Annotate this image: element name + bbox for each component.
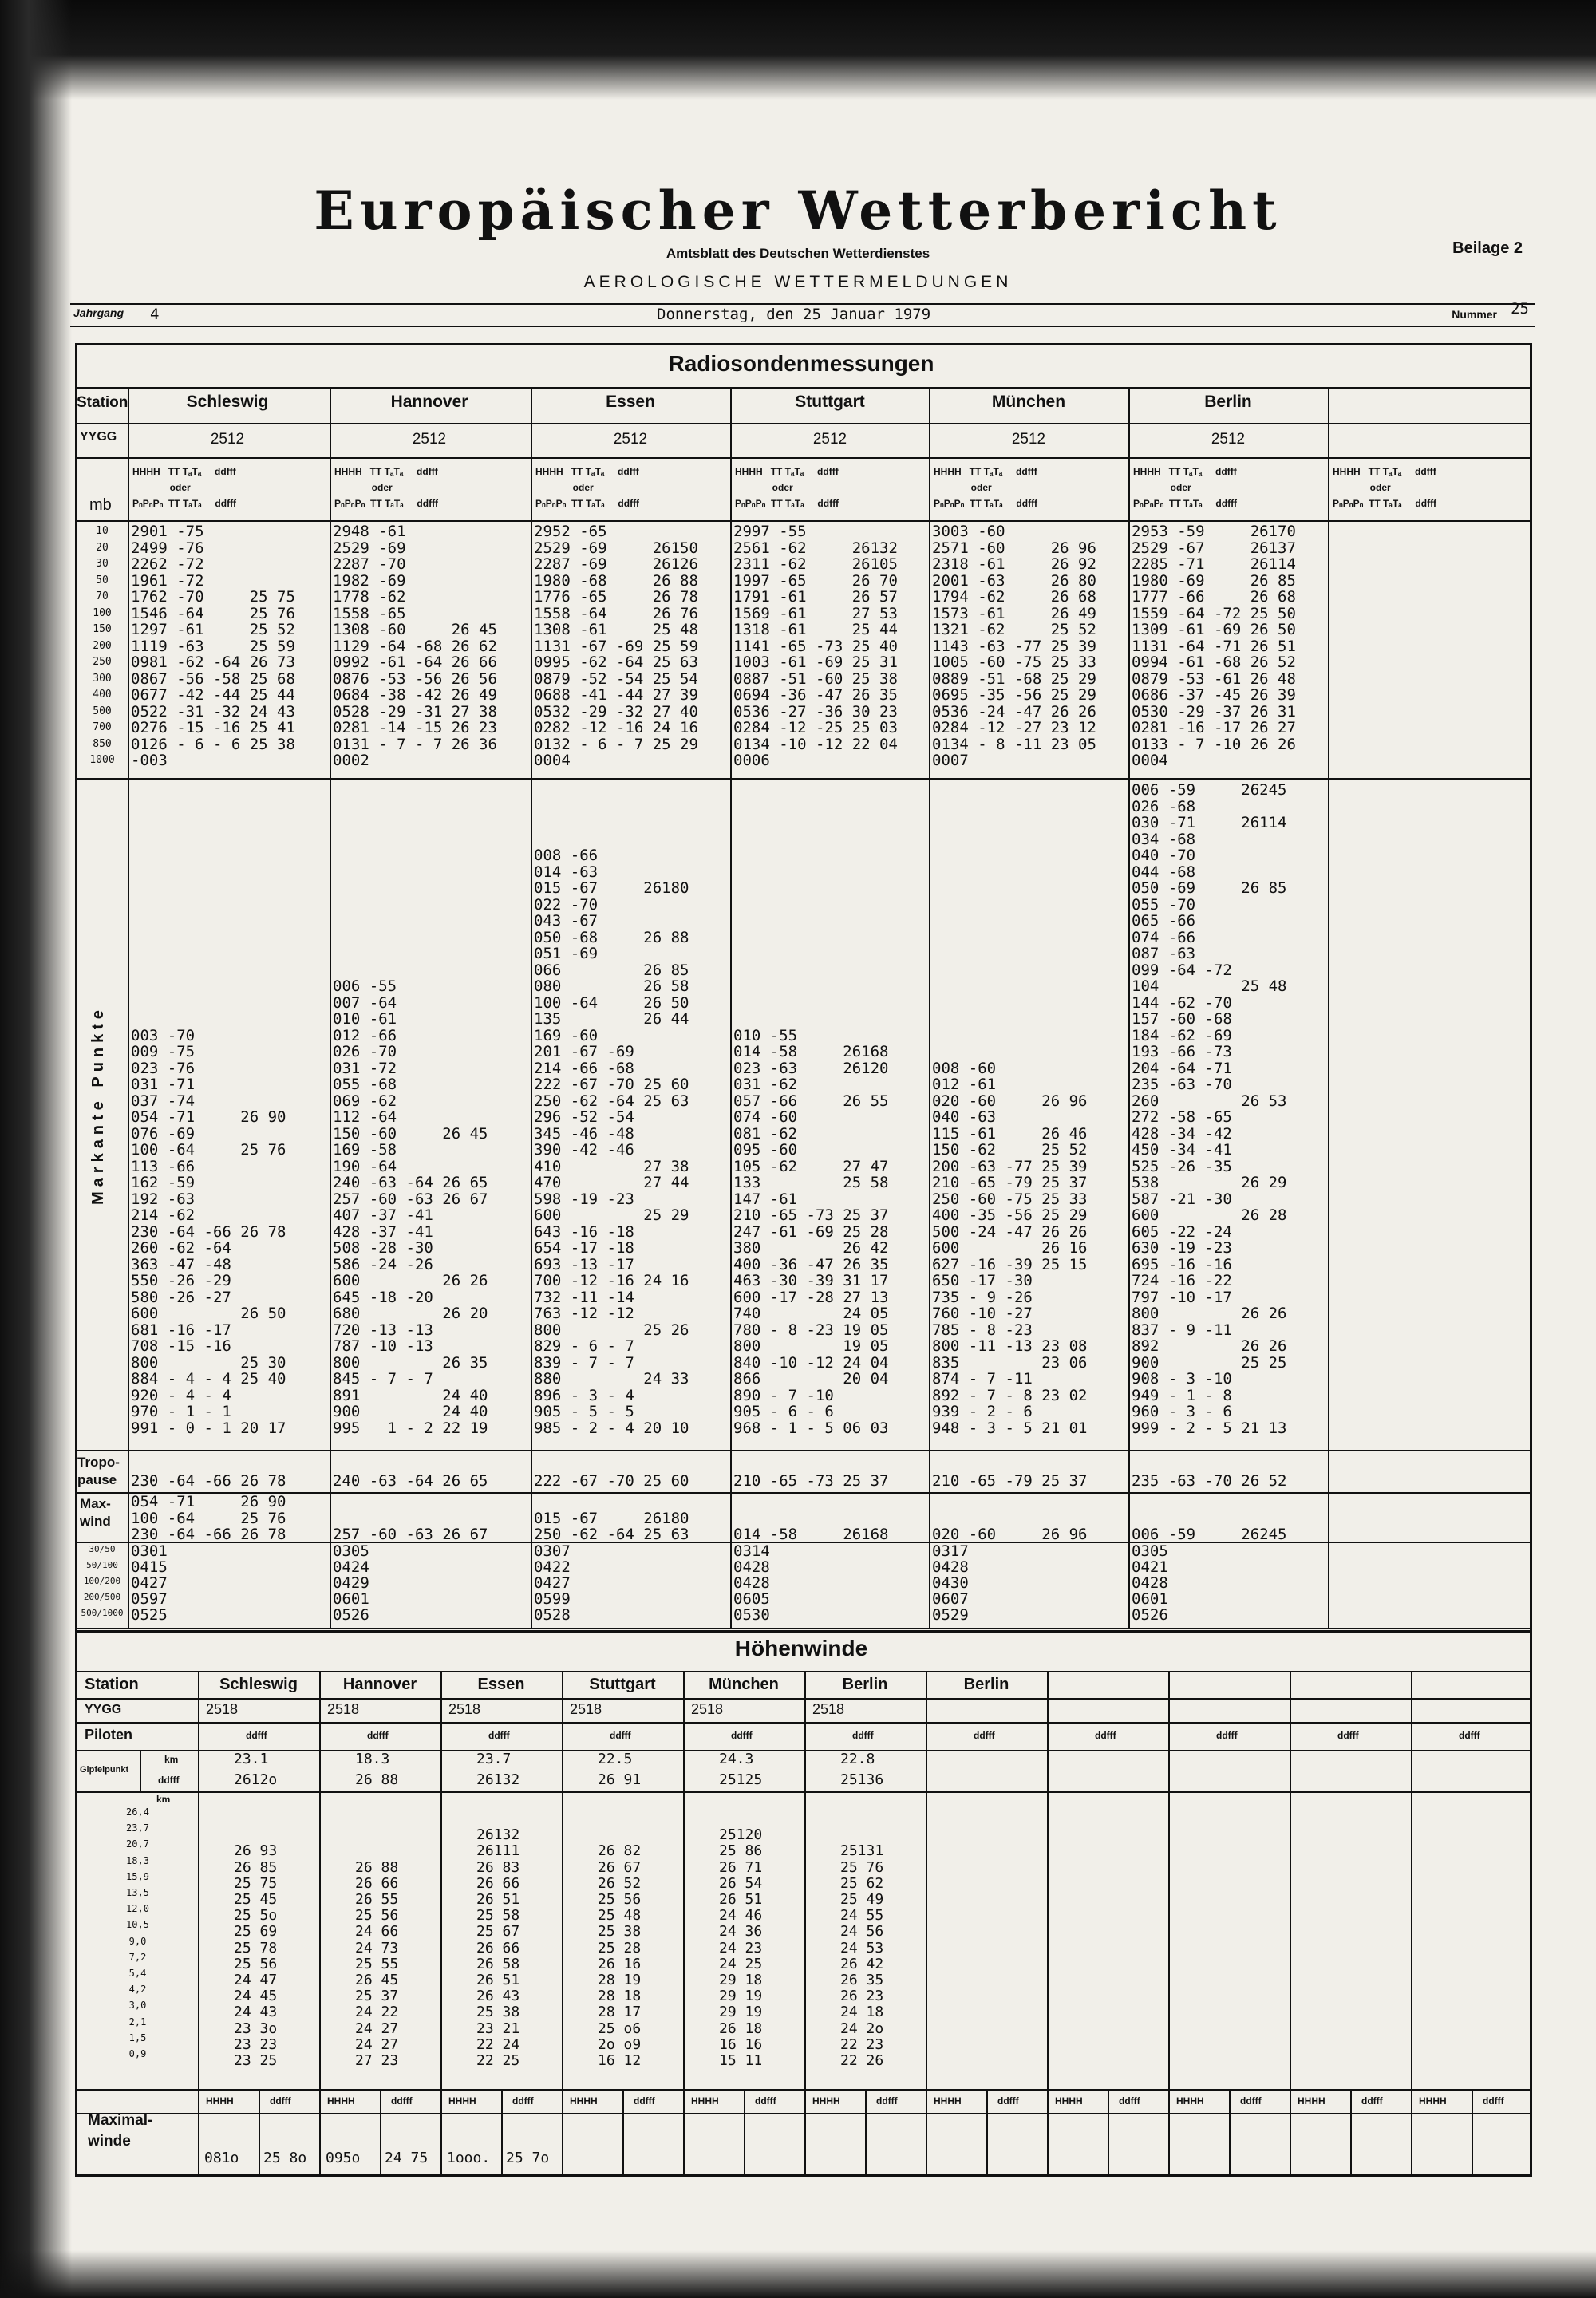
col-divider	[380, 2089, 381, 2174]
shear-values: 0314 0428 0428 0605 0530	[733, 1542, 770, 1624]
column-head: HHHH TT TₐTₐ ddfff	[334, 466, 438, 477]
level-label: 70	[96, 590, 109, 602]
standard-levels: 2948 -61 2529 -69 2287 -70 1982 -69 1778 -62 1558 -65 1308 -60 26 45 1129 -64 -68 26 62 0992 -61 -64 26 66 0876 -53 -56 26 56 0684 -38 -42 26 49 0528 -29 -31 27 38 0281 -14 -15 26 23 0131 - 7 - 7 26 36 0002	[333, 523, 497, 769]
hw-ddfff-head: ddfff	[367, 1730, 389, 1741]
level-label: 50	[96, 574, 109, 586]
height-level: 2,1	[128, 2016, 147, 2028]
shear-values: 0301 0415 0427 0597 0525	[131, 1542, 168, 1624]
gipfel-km: 23.7	[476, 1751, 512, 1767]
column-head: PₙPₙPₙ TT TₐTₐ ddfff	[934, 498, 1038, 509]
column-head: oder	[735, 482, 793, 493]
gipfel-ddfff: 26 88	[355, 1771, 399, 1788]
station-name: Essen	[606, 393, 655, 411]
col-divider	[501, 2089, 503, 2174]
station-name: Hannover	[390, 393, 468, 411]
col-divider	[804, 1671, 806, 2174]
max-hhhh-head: HHHH	[691, 2095, 719, 2106]
standard-levels: 2952 -65 2529 -69 26150 2287 -69 26126 1980 -68 26 88 1776 -65 26 78 1558 -64 26 76 1308 -61 25 48 1131 -67 -69 25 59 0995 -62 -64 25 63 0879 -52 -54 25 54 0688 -41 -44 27 39 0532 -29 -32 27 40 0282 -12 -16 24 16 0132 - 6 - 7 25 29 0004	[534, 523, 698, 769]
level-label: 700	[93, 721, 112, 733]
max-hhhh: 095o	[326, 2150, 361, 2166]
nummer-label: Nummer	[1452, 308, 1497, 321]
height-level: 12,0	[126, 1903, 149, 1915]
supplement-label: Beilage 2	[1452, 239, 1523, 257]
height-level: 18,3	[126, 1854, 149, 1866]
station-name: Schleswig	[186, 393, 269, 411]
hoehenwinde-table	[75, 1628, 1532, 2177]
station-name: Stuttgart	[795, 393, 865, 411]
max-hhhh-head: HHHH	[327, 2095, 355, 2106]
col-divider	[1128, 387, 1130, 1628]
gipfel-km: 22.5	[598, 1751, 633, 1767]
page-subtitle: Amtsblatt des Deutschen Wetterdienstes	[666, 246, 930, 261]
max-ddfff-head: ddfff	[876, 2095, 898, 2106]
column-head: PₙPₙPₙ TT TₐTₐ ddfff	[1133, 498, 1238, 509]
station-yygg: 2512	[412, 431, 447, 448]
col-divider	[683, 1671, 685, 2174]
height-level: 23,7	[126, 1822, 149, 1834]
significant-points: 010 -55 014 -58 26168 023 -63 26120 031 -62 057 -66 26 55 074 -60 081 -62 095 -60 105 -62 27 47 133 25 58 147 -61 210 -65 -73 25 37 247 -61 -69 25 28 380 26 42 400 -36 -47 26 35 463 -30 -39 31 17 600 -17 -28 27 13 740 24 05 780 - 8 -23 19 05 800 19 05 840 -10 -12 24 04 866 20 04 890 - 7 -10 905 - 6 - 6 968 - 1 - 5 06 03	[733, 1026, 889, 1437]
height-level: 20,7	[126, 1838, 149, 1850]
col-divider	[1290, 1671, 1291, 2174]
yygg-label: YYGG	[80, 430, 117, 444]
maxwind-values: 006 -59 26245	[1132, 1526, 1287, 1543]
level-label: 20	[96, 541, 109, 554]
gipfelpunkt-label: Gipfelpunkt	[80, 1765, 129, 1775]
max-hhhh-head: HHHH	[206, 2095, 234, 2106]
column-head: PₙPₙPₙ TT TₐTₐ ddfff	[735, 498, 839, 509]
rule	[75, 457, 1530, 459]
col-divider	[1168, 1671, 1170, 2174]
gipfel-km-label: km	[164, 1754, 179, 1765]
shear-label: 30/50	[89, 1544, 116, 1554]
col-divider	[1411, 1671, 1412, 2174]
column-head: PₙPₙPₙ TT TₐTₐ ddfff	[334, 498, 439, 509]
hw-station-name: München	[709, 1676, 779, 1693]
rule	[75, 2113, 1530, 2114]
col-divider	[622, 2089, 624, 2174]
hw-yygg: 2518	[327, 1701, 360, 1717]
hw-ddfff-head: ddfff	[731, 1730, 753, 1741]
max-hhhh-head: HHHH	[812, 2095, 840, 2106]
tropopause-value: 210 -65 -79 25 37	[932, 1472, 1088, 1490]
height-level: 0,9	[128, 2048, 147, 2059]
station-yygg: 2512	[210, 431, 245, 448]
height-level: 13,5	[126, 1887, 149, 1898]
height-level: 7,2	[128, 1951, 147, 1963]
shear-label: 500/1000	[81, 1608, 124, 1618]
max-ddfff-head: ddfff	[270, 2095, 291, 2106]
hw-yygg-label: YYGG	[85, 1703, 122, 1716]
level-label: 200	[93, 639, 112, 652]
hw-station-name: Stuttgart	[589, 1676, 656, 1693]
significant-points: 008 -66 014 -63 015 -67 26180 022 -70 043 -67 050 -68 26 88 051 -69 066 26 85 080 26 58 100 -64 26 50 135 26 44 169 -60 201 -67 -69 214 -66 -68 222 -67 -70 25 60 250 -62 -64 25 63 296 -52 -54 345 -46 -48 390 -42 -46 410 27 38 470 27 44 598 -19 -23 600 25 29 643 -16 -18 654 -17 -18 693 -13 -17 700 -12 -16 24 16 732 -11 -14 763 -12 -12 800 25 26 829 - 6 - 7 839 - 7 - 7 880 24 33 896 - 3 - 4 905 - 5 - 5 985 - 2 - 4 20 10	[534, 847, 689, 1437]
gipfel-km: 24.3	[719, 1751, 754, 1767]
station-yygg: 2512	[812, 431, 847, 448]
col-divider	[986, 2089, 988, 2174]
max-ddfff-head: ddfff	[755, 2095, 776, 2106]
column-head: HHHH TT TₐTₐ ddfff	[535, 466, 639, 477]
level-label: 850	[93, 737, 112, 750]
column-head: oder	[1133, 482, 1191, 493]
section-heading: AEROLOGISCHE WETTERMELDUNGEN	[583, 273, 1013, 291]
gipfel-km: 23.1	[234, 1751, 269, 1767]
column-head: oder	[132, 482, 191, 493]
max-ddfff-head: ddfff	[1240, 2095, 1262, 2106]
max-hhhh-head: HHHH	[1055, 2095, 1083, 2106]
col-divider	[319, 1671, 321, 2174]
max-hhhh-head: HHHH	[448, 2095, 476, 2106]
hw-ddfff-head: ddfff	[610, 1730, 631, 1741]
col-divider	[730, 387, 732, 1628]
level-label: 10	[96, 525, 109, 537]
max-ddfff-head: ddfff	[512, 2095, 534, 2106]
level-label: 500	[93, 705, 112, 717]
max-hhhh-head: HHHH	[1298, 2095, 1325, 2106]
level-label: 100	[93, 606, 112, 619]
shear-label: 50/100	[86, 1560, 118, 1570]
shear-label: 200/500	[83, 1592, 121, 1602]
hw-ddfff-head: ddfff	[488, 1730, 510, 1741]
maxwind-values: 020 -60 26 96	[932, 1526, 1088, 1543]
max-hhhh-head: HHHH	[1176, 2095, 1204, 2106]
max-hhhh: 1ooo.	[447, 2150, 491, 2166]
column-head: HHHH TT TₐTₐ ddfff	[132, 466, 236, 477]
level-label: 300	[93, 672, 112, 685]
col-divider	[128, 387, 129, 1628]
hw-yygg: 2518	[448, 1701, 481, 1717]
tropopause-value: 222 -67 -70 25 60	[534, 1472, 689, 1490]
col-divider	[1229, 2089, 1231, 2174]
maxwind-values: 014 -58 26168	[733, 1526, 889, 1543]
shear-values: 0307 0422 0427 0599 0528	[534, 1542, 571, 1624]
max-ddfff: 24 75	[385, 2150, 429, 2166]
max-ddfff: 25 7o	[506, 2150, 550, 2166]
tropopause-value: 240 -63 -64 26 65	[333, 1472, 488, 1490]
max-ddfff-head: ddfff	[1361, 2095, 1383, 2106]
level-label: 250	[93, 656, 112, 668]
significant-points: 006 -55 007 -64 010 -61 012 -66 026 -70 031 -72 055 -68 069 -62 112 -64 150 -60 26 45 169 -58 190 -64 240 -63 -64 26 65 257 -60 -63 26 67 407 -37 -41 428 -37 -41 508 -28 -30 586 -24 -26 600 26 26 645 -18 -20 680 26 20 720 -13 -13 787 -10 -13 800 26 35 845 - 7 - 7 891 24 40 900 24 40 995 1 - 2 22 19	[333, 977, 488, 1437]
height-level: 9,0	[128, 1935, 147, 1947]
level-label: 400	[93, 689, 112, 701]
col-divider	[1108, 2089, 1109, 2174]
gipfel-km: 18.3	[355, 1751, 390, 1767]
col-divider	[562, 1671, 563, 2174]
tropopause-label: Tropo- pause	[77, 1455, 120, 1487]
rule	[75, 1698, 1530, 1700]
height-level: 15,9	[126, 1870, 149, 1882]
level-label: 30	[96, 558, 109, 570]
rule	[75, 423, 1530, 424]
height-level: 3,0	[128, 2000, 147, 2012]
station-label: Station	[77, 394, 128, 411]
markante-punkte-label: Markante Punkte	[89, 1005, 107, 1205]
hw-station-name: Schleswig	[219, 1676, 298, 1693]
max-ddfff-head: ddfff	[998, 2095, 1019, 2106]
max-ddfff-head: ddfff	[1483, 2095, 1504, 2106]
gipfel-km: 22.8	[840, 1751, 875, 1767]
max-hhhh-head: HHHH	[1419, 2095, 1447, 2106]
max-ddfff: 25 8o	[263, 2150, 307, 2166]
gipfel-ddfff: 25136	[840, 1771, 884, 1788]
wind-values: 26 88 26 66 26 55 25 56 24 66 24 73 25 55 26 45 25 37 24 22 24 27 24 27 27 23	[355, 1858, 399, 2070]
jahrgang-label: Jahrgang	[73, 306, 124, 319]
col-divider	[744, 2089, 745, 2174]
col-divider	[140, 1750, 141, 1791]
jahrgang-value: 4	[150, 306, 160, 323]
hw-yygg: 2518	[206, 1701, 239, 1717]
column-head: HHHH TT TₐTₐ ddfff	[735, 466, 839, 477]
maxwind-label: Max- wind	[80, 1496, 111, 1529]
hw-yygg: 2518	[570, 1701, 602, 1717]
gipfel-ddfff: 2612o	[234, 1771, 278, 1788]
col-divider	[865, 2089, 867, 2174]
shear-values: 0305 0424 0429 0601 0526	[333, 1542, 369, 1624]
col-divider	[198, 1671, 200, 2174]
gipfel-ddfff: 25125	[719, 1771, 763, 1788]
height-level: 26,4	[126, 1806, 149, 1818]
rule	[75, 1722, 1530, 1724]
shear-label: 100/200	[83, 1576, 121, 1586]
gipfel-ddfff: 26132	[476, 1771, 520, 1788]
mb-label: mb	[89, 496, 112, 514]
hw-ddfff-head: ddfff	[852, 1730, 874, 1741]
scan-edge-left	[0, 0, 72, 2298]
col-divider	[440, 1671, 442, 2174]
shear-values: 0317 0428 0430 0607 0529	[932, 1542, 969, 1624]
date-line	[70, 300, 1535, 327]
significant-points: 003 -70 009 -75 023 -76 031 -71 037 -74 054 -71 26 90 076 -69 100 -64 25 76 113 -66 162 -59 192 -63 214 -62 230 -64 -66 26 78 260 -62 -64 363 -47 -48 550 -26 -29 580 -26 -27 600 26 50 681 -16 -17 708 -15 -16 800 25 30 884 - 4 - 4 25 40 920 - 4 - 4 970 - 1 - 1 991 - 0 - 1 20 17	[131, 1026, 286, 1437]
column-head: HHHH TT TₐTₐ ddfff	[934, 466, 1037, 477]
rule	[75, 2089, 1530, 2091]
scan-edge-top	[0, 0, 1596, 100]
col-divider	[1328, 387, 1329, 1628]
height-level: 10,5	[126, 1919, 149, 1931]
column-head: oder	[535, 482, 594, 493]
nummer-value: 25	[1511, 300, 1529, 318]
rule	[75, 778, 1530, 780]
significant-points: 008 -60 012 -61 020 -60 26 96 040 -63 115 -61 26 46 150 -62 25 52 200 -63 -77 25 39 210 -65 -79 25 37 250 -60 -75 25 33 400 -35 -56 25 29 500 -24 -47 26 26 600 26 16 627 -16 -39 25 15 650 -17 -30 735 - 9 -26 760 -10 -27 785 - 8 -23 800 -11 -13 23 08 835 23 06 874 - 7 -11 892 - 7 - 8 23 02 939 - 2 - 6 948 - 3 - 5 21 01	[932, 1059, 1088, 1437]
col-divider	[1350, 2089, 1352, 2174]
hw-station-name: Hannover	[342, 1676, 417, 1693]
shear-values: 0305 0421 0428 0601 0526	[1132, 1542, 1168, 1624]
station-yygg: 2512	[613, 431, 648, 448]
column-head: HHHH TT TₐTₐ ddfff	[1333, 466, 1436, 477]
hoehenwinde-title: Höhenwinde	[734, 1636, 868, 1660]
height-level: 5,4	[128, 1968, 147, 1979]
col-divider	[259, 2089, 260, 2174]
station-yygg: 2512	[1011, 431, 1046, 448]
hw-yygg: 2518	[812, 1701, 845, 1717]
gipfel-ddfff: 26 91	[598, 1771, 642, 1788]
hw-station-label: Station	[85, 1676, 139, 1693]
maxwind-values: 015 -67 26180 250 -62 -64 25 63	[534, 1509, 689, 1543]
standard-levels: 3003 -60 2571 -60 26 96 2318 -61 26 92 2001 -63 26 80 1794 -62 26 68 1573 -61 26 49 1321 -62 25 52 1143 -63 -77 25 39 1005 -60 -75 25 33 0889 -51 -68 25 29 0695 -35 -56 25 29 0536 -24 -47 26 26 0284 -12 -27 23 12 0134 - 8 -11 23 05 0007	[932, 523, 1096, 769]
column-head: HHHH TT TₐTₐ ddfff	[1133, 466, 1237, 477]
hw-station-name: Berlin	[842, 1676, 888, 1693]
col-divider	[330, 387, 331, 1628]
column-head: oder	[1333, 482, 1391, 493]
max-ddfff-head: ddfff	[391, 2095, 413, 2106]
hw-yygg: 2518	[691, 1701, 724, 1717]
gipfel-ddfff-label: ddfff	[158, 1775, 180, 1786]
height-level: 4,2	[128, 1984, 147, 1996]
issue-date: Donnerstag, den 25 Januar 1979	[657, 306, 931, 323]
standard-levels: 2901 -75 2499 -76 2262 -72 1961 -72 1762 -70 25 75 1546 -64 25 76 1297 -61 25 52 1119 -63 25 59 0981 -62 -64 26 73 0867 -56 -58 25 68 0677 -42 -44 25 44 0522 -31 -32 24 43 0276 -15 -16 25 41 0126 - 6 - 6 25 38 -003	[131, 523, 295, 769]
hw-ddfff-head: ddfff	[974, 1730, 995, 1741]
wind-values: 25131 25 76 25 62 25 49 24 55 24 56 24 53 26 42 26 35 26 23 24 18 24 2o 22 23 22 26	[840, 1842, 884, 2070]
column-head: PₙPₙPₙ TT TₐTₐ ddfff	[1333, 498, 1437, 509]
tropopause-value: 210 -65 -73 25 37	[733, 1472, 889, 1490]
maxwind-values: 054 -71 26 90 100 -64 25 76 230 -64 -66 26 78	[131, 1493, 286, 1543]
hw-station-name: Berlin	[963, 1676, 1009, 1693]
hw-ddfff-head: ddfff	[1459, 1730, 1480, 1741]
station-name: München	[991, 393, 1066, 411]
rule	[75, 1628, 1530, 1629]
col-divider	[926, 1671, 927, 2174]
hw-km-label: km	[156, 1794, 171, 1805]
column-head: oder	[934, 482, 992, 493]
hw-ddfff-head: ddfff	[1216, 1730, 1238, 1741]
max-hhhh: 081o	[204, 2150, 239, 2166]
hw-ddfff-head: ddfff	[246, 1730, 267, 1741]
column-head: PₙPₙPₙ TT TₐTₐ ddfff	[132, 498, 237, 509]
column-head: PₙPₙPₙ TT TₐTₐ ddfff	[535, 498, 640, 509]
rule	[75, 1791, 1530, 1793]
rule	[75, 1671, 1530, 1672]
level-label: 1000	[89, 754, 115, 766]
wind-values: 26 82 26 67 26 52 25 56 25 48 25 38 25 28 26 16 28 19 28 18 28 17 25 o6 2o o9 16 12	[598, 1842, 642, 2070]
significant-points: 006 -59 26245 026 -68 030 -71 26114 034 -68 040 -70 044 -68 050 -69 26 85 055 -70 065 -66 074 -66 087 -63 099 -64 -72 104 25 48 144 -62 -70 157 -60 -68 184 -62 -69 193 -66 -73 204 -64 -71 235 -63 -70 260 26 53 272 -58 -65 428 -34 -42 450 -34 -41 525 -26 -35 538 26 29 587 -21 -30 600 26 28 605 -22 -24 630 -19 -23 695 -16 -16 724 -16 -22 797 -10 -17 800 26 26 837 - 9 -11 892 26 26 900 25 25 908 - 3 -10 949 - 1 - 8 960 - 3 - 6 999 - 2 - 5 21 13	[1132, 781, 1287, 1437]
col-divider	[1047, 1671, 1049, 2174]
max-hhhh-head: HHHH	[570, 2095, 598, 2106]
wind-values: 26 93 26 85 25 75 25 45 25 5o 25 69 25 78 25 56 24 47 24 45 24 43 23 3o 23 23 23 25	[234, 1842, 278, 2070]
wind-values: 26132 26111 26 83 26 66 26 51 25 58 25 67 26 66 26 58 26 51 26 43 25 38 23 21 22 24 22 25	[476, 1826, 520, 2070]
rule	[75, 387, 1530, 389]
hw-station-name: Essen	[477, 1676, 525, 1693]
max-ddfff-head: ddfff	[1119, 2095, 1140, 2106]
col-divider	[929, 387, 930, 1628]
tropopause-value: 230 -64 -66 26 78	[131, 1472, 286, 1490]
maximalwinde-label: Maximal- winde	[88, 2112, 153, 2150]
hw-ddfff-head: ddfff	[1095, 1730, 1116, 1741]
level-label: 150	[93, 623, 112, 635]
piloten-label: Piloten	[85, 1727, 133, 1743]
radiosonde-title: Radiosondenmessungen	[668, 351, 934, 376]
col-divider	[1472, 2089, 1473, 2174]
rule	[75, 1450, 1530, 1451]
station-name: Berlin	[1204, 393, 1252, 411]
standard-levels: 2997 -55 2561 -62 26132 2311 -62 26105 1997 -65 26 70 1791 -61 26 57 1569 -61 27 53 1318 -61 25 44 1141 -65 -73 25 40 1003 -61 -69 25 31 0887 -51 -60 25 38 0694 -36 -47 26 35 0536 -27 -36 30 23 0284 -12 -25 25 03 0134 -10 -12 22 04 0006	[733, 523, 898, 769]
station-yygg: 2512	[1211, 431, 1246, 448]
rule	[75, 1750, 1530, 1751]
scan-edge-bottom	[0, 2250, 1596, 2298]
max-ddfff-head: ddfff	[634, 2095, 655, 2106]
max-hhhh-head: HHHH	[934, 2095, 962, 2106]
hw-ddfff-head: ddfff	[1337, 1730, 1359, 1741]
standard-levels: 2953 -59 26170 2529 -67 26137 2285 -71 26114 1980 -69 26 85 1777 -66 26 68 1559 -64 -72 25 50 1309 -61 -69 26 50 1131 -64 -71 26 51 0994 -61 -68 26 52 0879 -53 -61 26 48 0686 -37 -45 26 39 0530 -29 -37 26 31 0281 -16 -17 26 27 0133 - 7 -10 26 26 0004	[1132, 523, 1296, 769]
rule	[75, 520, 1530, 522]
wind-values: 25120 25 86 26 71 26 54 26 51 24 46 24 36 24 23 24 25 29 18 29 19 29 19 26 18 16 16 15 11	[719, 1826, 763, 2070]
page-title: Europäischer Wetterbericht	[314, 180, 1282, 242]
column-head: oder	[334, 482, 393, 493]
tropopause-value: 235 -63 -70 26 52	[1132, 1472, 1287, 1490]
height-level: 1,5	[128, 2031, 147, 2043]
maxwind-values: 257 -60 -63 26 67	[333, 1526, 488, 1543]
col-divider	[531, 387, 532, 1628]
